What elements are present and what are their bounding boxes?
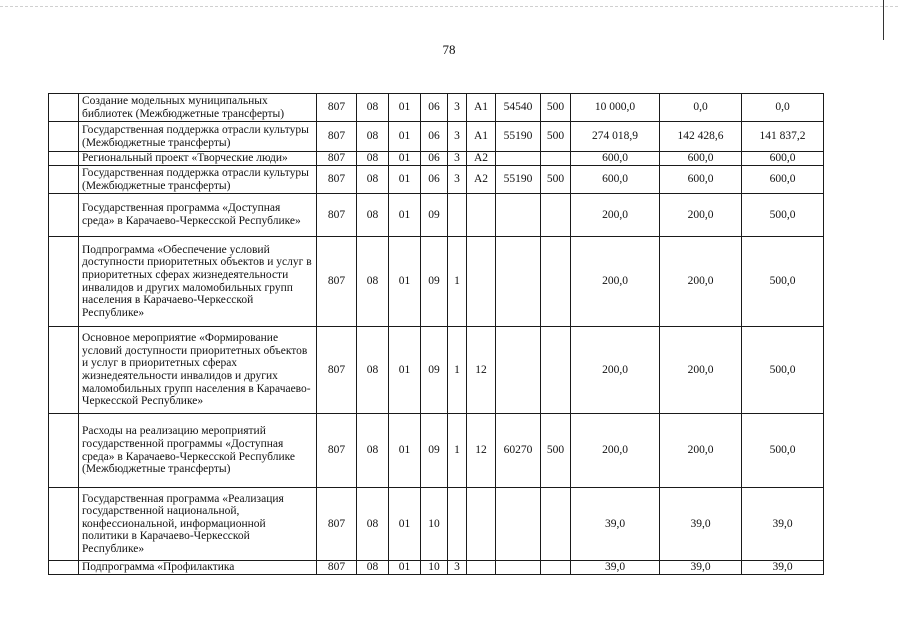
row-margin-cell: [49, 94, 79, 122]
event-code: А2: [467, 166, 496, 194]
program-code: 10: [421, 561, 448, 575]
program-code: 09: [421, 327, 448, 414]
amount-year-1: 39,0: [571, 561, 660, 575]
subsection-code: 01: [389, 414, 421, 488]
row-margin-cell: [49, 414, 79, 488]
program-code: 09: [421, 414, 448, 488]
table-row: [49, 152, 824, 166]
expense-type-code: [541, 488, 571, 561]
expense-type-code: [541, 561, 571, 575]
direction-code: 54540: [496, 94, 541, 122]
expense-type-code: 500: [541, 166, 571, 194]
event-code: [467, 237, 496, 327]
scan-right-edge: [883, 0, 884, 40]
amount-year-2: 200,0: [660, 194, 742, 237]
expense-type-code: [541, 152, 571, 166]
row-margin-cell: [49, 166, 79, 194]
amount-year-3: 39,0: [742, 488, 824, 561]
expense-type-code: 500: [541, 414, 571, 488]
subprogram-code: 3: [448, 122, 467, 152]
row-name: Подпрограмма «Профилактика: [79, 561, 317, 575]
row-name: Подпрограмма «Обеспечение условий доступности приоритетных объектов и услуг в приоритетных сферах жизнедеятельности инвалидов и других маломобильных групп населения в Карачаево-Черкесской Республике»: [79, 237, 317, 327]
amount-year-1: 274 018,9: [571, 122, 660, 152]
table-row: [49, 488, 824, 561]
table-row: [49, 166, 824, 194]
amount-year-1: 600,0: [571, 152, 660, 166]
amount-year-3: 39,0: [742, 561, 824, 575]
row-margin-cell: [49, 152, 79, 166]
expense-type-code: [541, 237, 571, 327]
row-name: Государственная поддержка отрасли культуры (Межбюджетные трансферты): [79, 166, 317, 194]
program-code: 06: [421, 122, 448, 152]
event-code: 12: [467, 327, 496, 414]
subsection-code: 01: [389, 194, 421, 237]
amount-year-1: 200,0: [571, 194, 660, 237]
program-code: 09: [421, 194, 448, 237]
event-code: А1: [467, 94, 496, 122]
amount-year-1: 200,0: [571, 414, 660, 488]
admin-code: 807: [317, 488, 357, 561]
subsection-code: 01: [389, 166, 421, 194]
program-code: 09: [421, 237, 448, 327]
subsection-code: 01: [389, 94, 421, 122]
amount-year-2: 200,0: [660, 327, 742, 414]
subprogram-code: 3: [448, 94, 467, 122]
amount-year-1: 10 000,0: [571, 94, 660, 122]
section-code: 08: [357, 194, 389, 237]
admin-code: 807: [317, 561, 357, 575]
row-margin-cell: [49, 561, 79, 575]
admin-code: 807: [317, 414, 357, 488]
amount-year-1: 200,0: [571, 327, 660, 414]
section-code: 08: [357, 122, 389, 152]
program-code: 06: [421, 152, 448, 166]
budget-table: [48, 93, 824, 575]
amount-year-1: 200,0: [571, 237, 660, 327]
amount-year-3: 600,0: [742, 152, 824, 166]
subsection-code: 01: [389, 488, 421, 561]
event-code: А2: [467, 152, 496, 166]
amount-year-3: 500,0: [742, 414, 824, 488]
scan-top-edge: [0, 6, 898, 8]
subsection-code: 01: [389, 561, 421, 575]
amount-year-2: 600,0: [660, 166, 742, 194]
row-name: Основное мероприятие «Формирование условий доступности приоритетных объектов и услуг в приоритетных сферах жизнедеятельности инвалидов и других маломобильных групп населения в Карачаево-Черкесской Республике»: [79, 327, 317, 414]
admin-code: 807: [317, 94, 357, 122]
amount-year-3: 0,0: [742, 94, 824, 122]
table-row: [49, 194, 824, 237]
page-number: 78: [442, 42, 456, 57]
subsection-code: 01: [389, 152, 421, 166]
amount-year-3: 500,0: [742, 237, 824, 327]
section-code: 08: [357, 94, 389, 122]
amount-year-3: 500,0: [742, 194, 824, 237]
direction-code: [496, 152, 541, 166]
table-row: [49, 561, 824, 575]
direction-code: 60270: [496, 414, 541, 488]
event-code: [467, 194, 496, 237]
table-row: [49, 414, 824, 488]
event-code: [467, 561, 496, 575]
expense-type-code: 500: [541, 94, 571, 122]
row-margin-cell: [49, 194, 79, 237]
subprogram-code: 3: [448, 166, 467, 194]
row-name: Государственная программа «Реализация государственной национальной, конфессиональной, информационной политики в Карачаево-Черкесской Республике»: [79, 488, 317, 561]
amount-year-3: 500,0: [742, 327, 824, 414]
program-code: 06: [421, 166, 448, 194]
admin-code: 807: [317, 166, 357, 194]
subprogram-code: 1: [448, 327, 467, 414]
amount-year-1: 600,0: [571, 166, 660, 194]
direction-code: 55190: [496, 122, 541, 152]
expense-type-code: 500: [541, 122, 571, 152]
table-row: [49, 94, 824, 122]
subsection-code: 01: [389, 327, 421, 414]
section-code: 08: [357, 561, 389, 575]
subprogram-code: [448, 194, 467, 237]
subprogram-code: 1: [448, 237, 467, 327]
subprogram-code: [448, 488, 467, 561]
row-name: Государственная программа «Доступная среда» в Карачаево-Черкесской Республике»: [79, 194, 317, 237]
row-name: Создание модельных муниципальных библиотек (Межбюджетные трансферты): [79, 94, 317, 122]
admin-code: 807: [317, 237, 357, 327]
direction-code: [496, 194, 541, 237]
row-margin-cell: [49, 237, 79, 327]
amount-year-2: 142 428,6: [660, 122, 742, 152]
row-margin-cell: [49, 122, 79, 152]
subprogram-code: 3: [448, 561, 467, 575]
section-code: 08: [357, 166, 389, 194]
direction-code: [496, 237, 541, 327]
expense-type-code: [541, 194, 571, 237]
amount-year-2: 39,0: [660, 488, 742, 561]
event-code: 12: [467, 414, 496, 488]
row-name: Государственная поддержка отрасли культуры (Межбюджетные трансферты): [79, 122, 317, 152]
subsection-code: 01: [389, 237, 421, 327]
direction-code: 55190: [496, 166, 541, 194]
section-code: 08: [357, 488, 389, 561]
direction-code: [496, 488, 541, 561]
amount-year-2: 200,0: [660, 237, 742, 327]
section-code: 08: [357, 414, 389, 488]
section-code: 08: [357, 237, 389, 327]
admin-code: 807: [317, 122, 357, 152]
amount-year-2: 600,0: [660, 152, 742, 166]
row-name: Региональный проект «Творческие люди»: [79, 152, 317, 166]
program-code: 10: [421, 488, 448, 561]
program-code: 06: [421, 94, 448, 122]
section-code: 08: [357, 327, 389, 414]
direction-code: [496, 561, 541, 575]
row-margin-cell: [49, 327, 79, 414]
subprogram-code: 3: [448, 152, 467, 166]
table-row: [49, 122, 824, 152]
table-row: [49, 237, 824, 327]
amount-year-1: 39,0: [571, 488, 660, 561]
subprogram-code: 1: [448, 414, 467, 488]
amount-year-2: 0,0: [660, 94, 742, 122]
row-margin-cell: [49, 488, 79, 561]
admin-code: 807: [317, 327, 357, 414]
event-code: А1: [467, 122, 496, 152]
amount-year-3: 600,0: [742, 166, 824, 194]
section-code: 08: [357, 152, 389, 166]
direction-code: [496, 327, 541, 414]
amount-year-2: 200,0: [660, 414, 742, 488]
admin-code: 807: [317, 152, 357, 166]
amount-year-3: 141 837,2: [742, 122, 824, 152]
admin-code: 807: [317, 194, 357, 237]
expense-type-code: [541, 327, 571, 414]
event-code: [467, 488, 496, 561]
amount-year-2: 39,0: [660, 561, 742, 575]
subsection-code: 01: [389, 122, 421, 152]
row-name: Расходы на реализацию мероприятий государственной программы «Доступная среда» в Карачаево-Черкесской Республике (Межбюджетные трансферты): [79, 414, 317, 488]
table-row: [49, 327, 824, 414]
